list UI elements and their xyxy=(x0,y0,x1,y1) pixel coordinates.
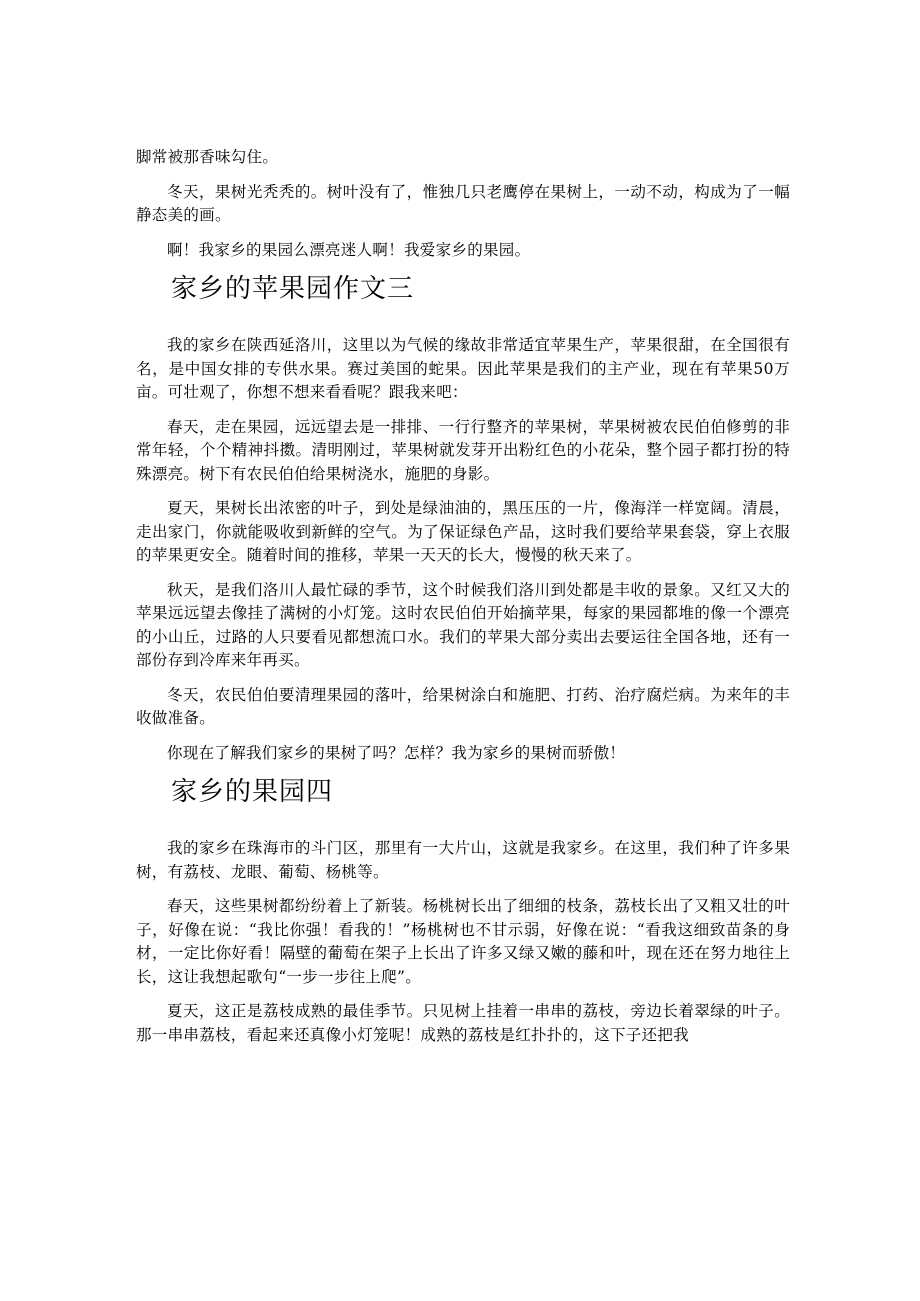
paragraph-proud-apple: 你现在了解我们家乡的果树了吗？怎样？我为家乡的果树而骄傲！ xyxy=(167,743,626,762)
paragraph-winter-apple: 冬天，农民伯伯要清理果园的落叶，给果树涂白和施肥、打药、治疗腐烂病。为来年的丰收做准备。 xyxy=(136,685,790,727)
paragraph-winter-orchard: 冬天，果树光秃秃的。树叶没有了，惟独几只老鹰停在果树上，一动不动，构成为了一幅静态美的画。 xyxy=(136,182,790,224)
paragraph-hometown-doumen: 我的家乡在珠海市的斗门区，那里有一大片山，这就是我家乡。在这里，我们种了许多果树，有荔枝、龙眼、葡萄、杨桃等。 xyxy=(136,839,790,881)
section-title-orchard-four: 家乡的果园四 xyxy=(171,777,334,807)
paragraph-spring-apple: 春天，走在果园，远远望去是一排排、一行行整齐的苹果树，苹果树被农民伯伯修剪的非常年轻，个个精神抖擞。清明刚过，苹果树就发芽开出粉红色的小花朵，整个园子都打扮的特殊漂亮。树下有农民伯伯给果树浇水，施肥的身影。 xyxy=(136,417,790,483)
paragraph-summer-lychee: 夏天，这正是荔枝成熟的最佳季节。只见树上挂着一串串的荔枝，旁边长着翠绿的叶子。那一串串荔枝，看起来还真像小灯笼呢！成熟的荔枝是红扑扑的，这下子还把我 xyxy=(136,1002,790,1044)
document-body xyxy=(136,146,790,1047)
paragraph-spring-fruit: 春天，这些果树都纷纷着上了新装。杨桃树长出了细细的枝条，荔枝长出了又粗又壮的叶子，好像在说：“我比你强！看我的！”杨桃树也不甘示弱，好像在说：“看我这细致苗条的身材，一定比你好看！隔壁的葡萄在架子上长出了许多又绿又嫩的藤和叶，现在还在努力地往上长，这让我想起歌句“一步一步往上爬”。 xyxy=(136,897,790,986)
section-title-apple-orchard: 家乡的苹果园作文三 xyxy=(171,274,415,304)
paragraph-summer-apple: 夏天，果树长出浓密的叶子，到处是绿油油的，黑压压的一片，像海洋一样宽阔。清晨，走出家门，你就能吸收到新鲜的空气。为了保证绿色产品，这时我们要给苹果套袋，穿上衣服的苹果更安全。随着时间的推移，苹果一天天的长大，慢慢的秋天来了。 xyxy=(136,499,790,564)
paragraph-love-orchard: 啊！我家乡的果园么漂亮迷人啊！我爱家乡的果园。 xyxy=(167,240,531,259)
paragraph-hometown-luochuan: 我的家乡在陕西延洛川，这里以为气候的缘故非常适宜苹果生产，苹果很甜，在全国很有名，是中国女排的专供水果。赛过美国的蛇果。因此苹果是我们的主产业，现在有苹果50万亩。可壮观了，你想不想来看看呢？跟我来吧： xyxy=(136,336,790,401)
paragraph-autumn-apple: 秋天，是我们洛川人最忙碌的季节，这个时候我们洛川到处都是丰收的景象。又红又大的苹果远远望去像挂了满树的小灯笼。这时农民伯伯开始摘苹果，每家的果园都堆的像一个漂亮的小山丘，过路的人只要看见都想流口水。我们的苹果大部分卖出去要运往全国各地，还有一部份存到冷库来年再买。 xyxy=(136,580,790,669)
paragraph-continuation: 脚常被那香味勾住。 xyxy=(136,148,279,166)
